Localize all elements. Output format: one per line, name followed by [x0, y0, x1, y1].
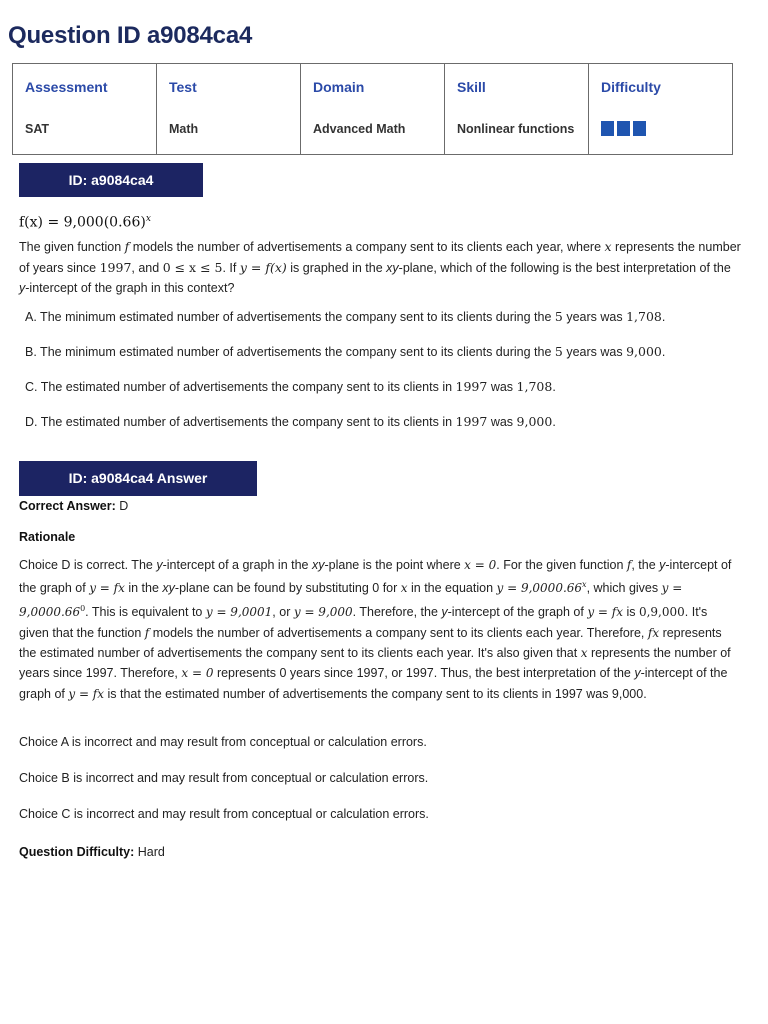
rationale-math: y = fx	[68, 686, 105, 701]
rationale-math: 0,9,000	[638, 605, 685, 620]
rationale-run: . Therefore, the	[352, 605, 442, 620]
correct-answer-value: D	[115, 499, 129, 513]
stem-text: -intercept of the graph in this context?	[25, 281, 235, 295]
rationale-math: f	[626, 558, 632, 572]
rationale-math: fx	[647, 625, 660, 640]
rationale-run: is that the estimated number of advertisements the company sent to its clients in 1997 was 9,000.	[104, 686, 647, 701]
rationale-run: y	[441, 605, 448, 620]
rationale-run: Choice D is correct. The	[19, 558, 157, 572]
page-title: Question ID a9084ca4	[8, 22, 253, 49]
rationale-math: f	[144, 625, 150, 640]
rationale-heading: Rationale	[19, 530, 76, 544]
rationale-run: xy	[311, 558, 325, 572]
stem-math: f	[124, 239, 130, 254]
rationale-run: in the equation	[407, 581, 497, 596]
meta-cell-test	[157, 64, 301, 155]
rationale-run: y	[659, 558, 666, 572]
choice-number: 5	[554, 309, 563, 324]
stem-text: models the number of advertisements a company sent to its clients each year, where	[129, 240, 605, 254]
choice-text: years was	[562, 345, 627, 359]
rationale-text	[19, 555, 739, 704]
formula-exponent: x	[145, 214, 151, 224]
answer-id-banner: ID: a9084ca4 Answer	[19, 461, 257, 496]
choice-text: years was	[562, 310, 627, 324]
choice-text: D. The estimated number of advertisements the company sent to its clients in	[25, 415, 456, 429]
difficulty-bar	[633, 121, 646, 136]
rationale-run: models the number of advertisements a company sent to its clients each year. Therefore,	[149, 625, 648, 640]
rationale-run: is	[622, 605, 639, 620]
correct-answer	[19, 499, 128, 513]
rationale-math: y = 9,000	[293, 605, 353, 620]
meta-header-difficulty: Difficulty	[601, 79, 661, 95]
rationale-math: y = 9,0000.66	[19, 581, 683, 620]
question-id-banner: ID: a9084ca4	[19, 163, 203, 197]
stem-text: represents the number of years since	[19, 240, 741, 275]
rationale-math: x = 0	[464, 558, 497, 572]
stem-math: x	[604, 239, 612, 254]
rationale-math: y = fx	[587, 605, 623, 620]
meta-value-skill: Nonlinear functions	[457, 122, 575, 136]
meta-cell-assessment	[13, 64, 157, 155]
rationale-run: -plane is the point where	[324, 558, 465, 572]
difficulty-bars-icon	[601, 121, 720, 136]
difficulty-value: Hard	[134, 845, 165, 859]
stem-text: , and	[131, 260, 163, 275]
choice-b[interactable]	[25, 342, 740, 377]
answer-choices	[25, 307, 740, 447]
choice-number: 1,708	[516, 379, 553, 394]
choice-text: .	[661, 310, 666, 324]
choice-c[interactable]	[25, 377, 740, 412]
choice-a-explanation: Choice A is incorrect and may result from conceptual or calculation errors.	[19, 735, 427, 749]
rationale-run: represents 0 years since 1997, or 1997. Thus, the best interpretation of the	[213, 666, 635, 681]
choice-b-explanation: Choice B is incorrect and may result from conceptual or calculation errors.	[19, 771, 429, 785]
choice-number: 9,000	[516, 414, 553, 429]
rationale-run: -intercept of the graph of	[19, 558, 732, 596]
stem-text: -plane, which of the following is the best interpretation of the	[398, 260, 731, 275]
stem-math: 0 ≤ x ≤ 5	[162, 259, 223, 275]
stem-text: . If	[222, 260, 240, 275]
rationale-math: x	[580, 645, 588, 660]
meta-value-domain: Advanced Math	[313, 122, 406, 136]
rationale-run: -intercept of the graph of	[447, 605, 588, 620]
rationale-run: xy	[162, 581, 175, 596]
rationale-math: y = 9,0001	[205, 605, 273, 620]
meta-header-test: Test	[169, 79, 197, 95]
choice-number: 5	[554, 344, 563, 359]
rationale-run: , or	[272, 605, 294, 620]
difficulty-bar	[601, 121, 614, 136]
function-formula	[19, 214, 151, 231]
rationale-run: . For the given function	[496, 558, 627, 572]
choice-number: 1997	[455, 414, 488, 429]
rationale-run: -plane can be found by substituting 0 for	[174, 581, 401, 596]
rationale-math: x	[400, 581, 408, 596]
difficulty-label: Question Difficulty:	[19, 845, 135, 859]
formula-text: f(x) = 9,000(0.66)	[19, 214, 146, 231]
rationale-run: , which gives	[586, 581, 662, 596]
choice-number: 1,708	[626, 309, 662, 324]
choice-text: was	[487, 380, 517, 394]
rationale-math: 0	[80, 603, 86, 613]
rationale-run: y	[634, 666, 641, 681]
rationale-run: represents the number of years since 1997. Therefore,	[19, 645, 731, 681]
meta-header-skill: Skill	[457, 79, 486, 95]
choice-text: C. The estimated number of advertisements the company sent to its clients in	[25, 380, 456, 394]
choice-text: .	[552, 415, 556, 429]
choice-text: .	[661, 345, 666, 359]
meta-value-assessment: SAT	[25, 122, 50, 136]
stem-math: y = f(x)	[239, 259, 287, 275]
rationale-run: in the	[124, 581, 163, 596]
stem-math: 1997	[99, 259, 132, 275]
choice-text: was	[487, 415, 517, 429]
rationale-run: y	[156, 558, 163, 572]
rationale-math: y = fx	[89, 581, 125, 596]
choice-text: B. The minimum estimated number of advertisements the company sent to its clients during the	[25, 345, 555, 359]
meta-header-assessment: Assessment	[25, 79, 108, 95]
choice-number: 1997	[455, 379, 488, 394]
stem-text: xy	[386, 260, 399, 275]
stem-text: is graphed in the	[286, 260, 387, 275]
difficulty-bar	[617, 121, 630, 136]
question-meta-table	[12, 63, 733, 155]
rationale-run: -intercept of the graph of	[19, 666, 728, 701]
meta-value-test: Math	[169, 122, 199, 136]
rationale-math: x = 0	[181, 666, 214, 681]
stem-text: The given function	[19, 240, 125, 254]
choice-text: A. The minimum estimated number of advertisements the company sent to its clients during the	[25, 310, 555, 324]
correct-answer-label: Correct Answer:	[19, 499, 116, 513]
choice-a[interactable]	[25, 307, 740, 342]
stem-text: y	[19, 281, 26, 295]
rationale-math: x	[582, 580, 587, 590]
question-difficulty	[19, 845, 165, 859]
choice-c-explanation: Choice C is incorrect and may result from conceptual or calculation errors.	[19, 807, 429, 821]
meta-cell-skill	[445, 64, 589, 155]
rationale-run: , the	[631, 558, 660, 572]
meta-cell-difficulty	[589, 64, 733, 155]
rationale-run: represents the estimated number of advertisements the company sent to its clients each year. It's also given that	[19, 625, 722, 660]
rationale-math: y = 9,0000.66	[496, 581, 583, 596]
choice-number: 9,000	[626, 344, 662, 359]
choice-text: .	[552, 380, 556, 394]
rationale-run: . It's given that the function	[19, 605, 708, 640]
question-stem	[19, 237, 741, 299]
rationale-run: -intercept of a graph in the	[162, 558, 312, 572]
rationale-run: . This is equivalent to	[85, 605, 206, 620]
meta-cell-domain	[301, 64, 445, 155]
meta-header-domain: Domain	[313, 79, 365, 95]
choice-d[interactable]	[25, 412, 740, 447]
